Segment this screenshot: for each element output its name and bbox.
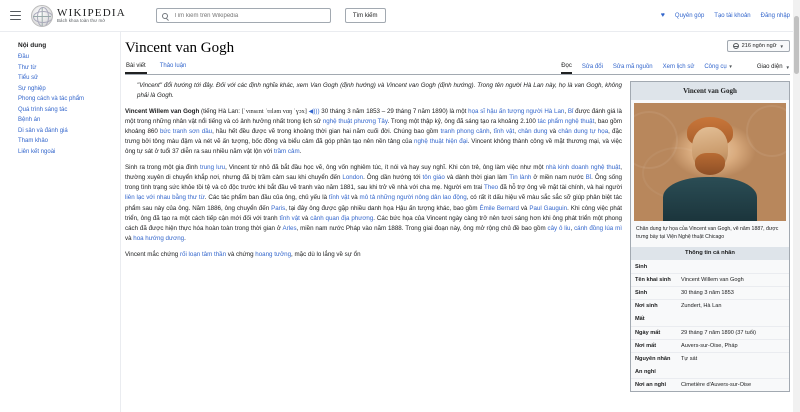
create-account-link[interactable]: Tạo tài khoản: [714, 12, 751, 19]
infobox-caption: Chân dung tự họa của Vincent van Gogh, vẽ năm 1887, được trưng bày tại Viện Nghệ thuật Chicago: [636, 226, 779, 240]
article-prose: [125, 81, 622, 392]
infobox-key: Nơi sinh: [635, 303, 658, 310]
sidebar-item-di-san[interactable]: [18, 128, 112, 134]
wordmark-title: WIKIPEDIA: [57, 7, 126, 20]
toc-link[interactable]: Di sản và đánh giá: [18, 127, 68, 134]
sidebar-item-su-nghiep[interactable]: [18, 86, 112, 92]
infobox-row: [631, 339, 789, 352]
infobox-value: 30 tháng 3 năm 1853: [681, 290, 734, 297]
toc-link[interactable]: Tiểu sử: [18, 75, 39, 81]
search-button[interactable]: Tìm kiếm: [345, 8, 386, 23]
chevron-down-icon: ▼: [728, 64, 733, 69]
infobox-value: Zundert, Hà Lan: [681, 303, 722, 310]
donate-link[interactable]: Quyên góp: [674, 12, 705, 19]
language-selector-button[interactable]: [727, 40, 790, 52]
infobox-row: [631, 378, 789, 391]
tab-edit-source[interactable]: Sửa mã nguồn: [612, 64, 653, 70]
infobox-group-resting: An nghỉ: [635, 368, 656, 375]
tab-article[interactable]: Bài viết: [125, 61, 147, 74]
sidebar-item-tieu-su[interactable]: [18, 75, 112, 81]
tab-edit[interactable]: Sửa đổi: [581, 64, 603, 70]
article-tabs: [125, 61, 790, 75]
language-globe-icon: [733, 43, 739, 49]
paragraph-lead: Vincent Willem van Gogh (tiếng Hà Lan: [ˈvɪnsɛnt ˈʋɪləm vɑŋ ˈɣɔx] ◀))) 30 tháng 3 năm 1853 – 29 tháng 7 năm 1890) là một họa sĩ hậu ấn tượng người Hà Lan, Bỉ được đánh giá là một trong những nhân vật nổi tiếng và có ảnh hưởng nhất trong lịch sử nghệ thuật phương Tây. Trong một thập kỷ, ông đã sáng tạo ra khoảng 2.100 tác phẩm nghệ thuật, bao gồm khoảng 860 bức tranh sơn dầu, hầu hết đều được vẽ trong khoảng thời gian hai năm cuối đời. Chúng bao gồm tranh phong cảnh, tĩnh vật, chân dung và chân dung tự họa, đặc trưng bởi tông màu đậm và nét vẽ ấn tượng, bốc đồng và biểu cảm đã góp phần tạo nên nền tảng của nghệ thuật hiện đại. Vincent không thành công về mặt thương mại, và việc ông tự sát ở tuổi 37 diễn ra sau nhiều năm vật lộn với trầm cảm.: [125, 108, 623, 156]
tab-history[interactable]: Xem lịch sử: [662, 64, 695, 70]
infobox-group-died: Mất: [635, 316, 645, 323]
infobox-image-wrap[interactable]: [631, 100, 789, 224]
infobox-row: [631, 326, 789, 339]
infobox-key: Ngày mất: [635, 329, 661, 336]
infobox-key: Sinh: [635, 290, 648, 297]
page-body: [0, 32, 800, 412]
sidebar-item-phong-cach[interactable]: [18, 96, 112, 102]
search-icon: [162, 13, 168, 19]
infobox-value: Vincent Willem van Gogh: [681, 277, 744, 284]
infobox-row: [631, 286, 789, 299]
toc-list: [18, 54, 112, 155]
infobox-title: Vincent van Gogh: [631, 82, 789, 100]
tab-talk[interactable]: Thảo luận: [159, 63, 187, 69]
page-title: Vincent van Gogh: [125, 40, 235, 56]
infobox-key: Nơi mất: [635, 342, 657, 349]
toc-link[interactable]: Bệnh án: [18, 117, 41, 123]
chevron-down-icon: ▼: [779, 43, 784, 49]
heart-icon: ♥: [660, 12, 665, 19]
self-portrait-image: [634, 103, 786, 221]
article-layout: [125, 81, 790, 392]
appearance-label: Giao diện: [756, 64, 783, 70]
infobox-row: [631, 352, 789, 365]
infobox-row: [631, 273, 789, 286]
tools-menu[interactable]: [704, 64, 733, 73]
wordmark-tagline: Bách khoa toàn thư mở: [57, 18, 106, 24]
wikipedia-globe-icon: [31, 5, 53, 27]
site-header: [0, 0, 800, 32]
toc-link[interactable]: Liên kết ngoài: [18, 148, 56, 155]
page-scrollbar[interactable]: [793, 0, 800, 412]
infobox: [630, 81, 790, 392]
infobox-group-born: Sinh: [635, 263, 648, 270]
paragraph-illness: Vincent mắc chứng rối loạn tâm thần và chứng hoang tưởng, mặc dù lo lắng về sự ổn: [125, 250, 361, 258]
login-link[interactable]: Đăng nhập: [760, 12, 790, 19]
infobox-value: Auvers-sur-Oise, Pháp: [681, 342, 738, 349]
infobox-value: Cimetière d'Auvers-sur-Oise: [681, 382, 752, 389]
infobox-value: 29 tháng 7 năm 1890 (37 tuổi): [681, 329, 756, 336]
infobox-key: Tên khai sinh: [635, 277, 671, 284]
toc-link[interactable]: Tham khảo: [18, 138, 49, 144]
language-count-label: 216 ngôn ngữ: [741, 43, 777, 49]
table-of-contents: [0, 32, 120, 412]
sidebar-item-lien-ket-ngoai[interactable]: [18, 149, 112, 155]
sidebar-item-dau[interactable]: [18, 54, 112, 60]
paragraph-biography: Sinh ra trong một gia đình trung lưu, Vincent từ nhỏ đã bắt đầu học vẽ, ông vốn nghiêm túc, ít nói và hay suy nghĩ. Khi còn trẻ, ông làm việc như một nhà kinh doanh nghệ thuật, thường xuyên di chuyển khắp nơi, nhưng đã bị trầm cảm sau khi chuyển đến London. Ông dần hướng tới tôn giáo và dành thời gian làm Tin lành ở miền nam nước Bỉ. Ông sống trong tình trạng sức khỏe tồi tệ và cô độc trước khi bắt đầu vẽ tranh vào năm 1881, sau khi trở về nhà với cha mẹ. Người em trai Theo đã hỗ trợ ông về mặt tài chính, và hai người liên lạc với nhau bằng thư từ. Các tác phẩm ban đầu của ông, chủ yếu là tĩnh vật và mô tả những người nông dân lao động, có rất ít dấu hiệu vẽ màu sắc sắc sỡ giúp phân biệt tác phẩm sau này của ông. Năm 1886, ông chuyển đến Paris, tại đây ông được gặp nhiều danh họa Hậu ấn tượng khác, bao gồm Émile Bernard và Paul Gauguin. Khi công việc phát triển, ông đã tạo ra một cách tiếp cận mới đối với tranh tĩnh vật và cảnh quan địa phương. Các bức họa của Vincent ngày càng trở nên tươi sáng hơn khi ông phát triển một phong cách đã được hiện thực hóa hoàn toàn trong thời gian ở Arles, miền nam nước Pháp vào năm 1888. Trong giai đoạn này, ông mở rộng chủ đề bao gồm cây ô liu, cánh đồng lúa mì và hoa hướng dương.: [125, 164, 623, 242]
toc-heading: Nội dung: [18, 42, 47, 49]
toc-link[interactable]: Phong cách và tác phẩm: [18, 96, 85, 102]
appearance-menu[interactable]: [757, 64, 790, 73]
sidebar-item-benh-an[interactable]: [18, 117, 112, 123]
toc-link[interactable]: Quá trình sáng tác: [18, 106, 68, 113]
toc-link[interactable]: Sự nghiệp: [18, 85, 46, 92]
wikipedia-logo[interactable]: [31, 5, 126, 27]
search-input[interactable]: [172, 12, 325, 20]
tools-label: Công cụ: [704, 64, 727, 70]
sidebar-item-qua-trinh[interactable]: [18, 107, 112, 113]
infobox-row: [631, 299, 789, 312]
article-content: [120, 32, 800, 412]
scrollbar-thumb[interactable]: [794, 16, 799, 74]
toc-link[interactable]: Đầu: [18, 54, 30, 60]
toc-link[interactable]: Thư từ: [18, 64, 37, 71]
infobox-value: Tự sát: [681, 355, 698, 362]
hatnote: "Vincent" đổi hướng tới đây. Đối với các định nghĩa khác, xem Van Gogh (định hướng) và Vincent van Gogh (định hướng). Trong tên người Hà Lan này, họ là van Gogh, không phải là Gogh.: [137, 82, 622, 100]
sidebar-item-tham-khao[interactable]: [18, 138, 112, 144]
infobox-key: Nơi an nghỉ: [635, 382, 667, 389]
tab-read[interactable]: Đọc: [561, 63, 572, 74]
chevron-down-icon: ▼: [785, 64, 790, 70]
sidebar-item-thu-tu[interactable]: [18, 65, 112, 71]
infobox-section-personal: Thông tin cá nhân: [631, 247, 789, 260]
infobox-key: Nguyên nhân: [635, 355, 671, 362]
search-box[interactable]: [156, 8, 331, 23]
main-menu-icon[interactable]: [10, 11, 21, 20]
